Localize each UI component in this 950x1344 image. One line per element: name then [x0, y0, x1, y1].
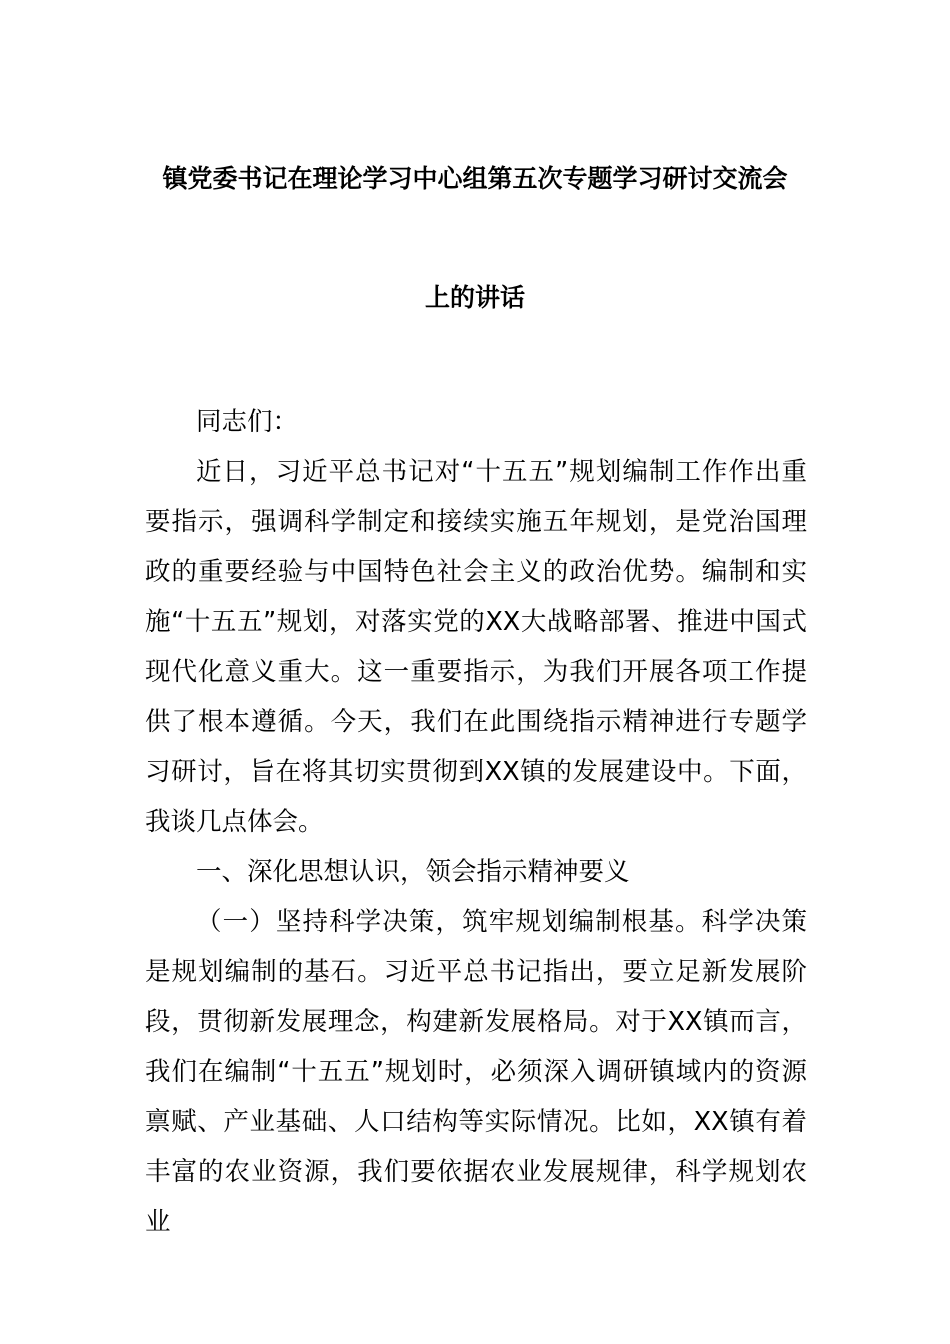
- greeting-text: 同志们：: [196, 407, 299, 437]
- greeting-line: [145, 397, 807, 447]
- section-heading: 一、深化思想认识，领会指示精神要义: [196, 857, 630, 887]
- document-title-line-2: 上的讲话: [424, 283, 525, 312]
- body-paragraphs: [145, 447, 807, 1247]
- paragraph-subsection-1: （一）坚持科学决策，筑牢规划编制根基。科学决策是规划编制的基石。习近平总书记指出，要立足新发展阶段，贯彻新发展理念，构建新发展格局。对于XX镇而言，我们在编制“十五五”规划时，必须深入调研镇域内的资源禀赋、产业基础、人口结构等实际情况。比如，XX镇有着丰富的农业资源，我们要依据农业发展规律，科学规划农业: [145, 907, 807, 1237]
- paragraph-intro: 近日，习近平总书记对“十五五”规划编制工作作出重要指示，强调科学制定和接续实施五年规划，是党治国理政的重要经验与中国特色社会主义的政治优势。编制和实施“十五五”规划，对落实党的XX大战略部署、推进中国式现代化意义重大。这一重要指示，为我们开展各项工作提供了根本遵循。今天，我们在此围绕指示精神进行专题学习研讨，旨在将其切实贯彻到XX镇的发展建设中。下面，我谈几点体会。: [145, 457, 807, 837]
- document-title-line-1: 镇党委书记在理论学习中心组第五次专题学习研讨交流会: [162, 164, 788, 193]
